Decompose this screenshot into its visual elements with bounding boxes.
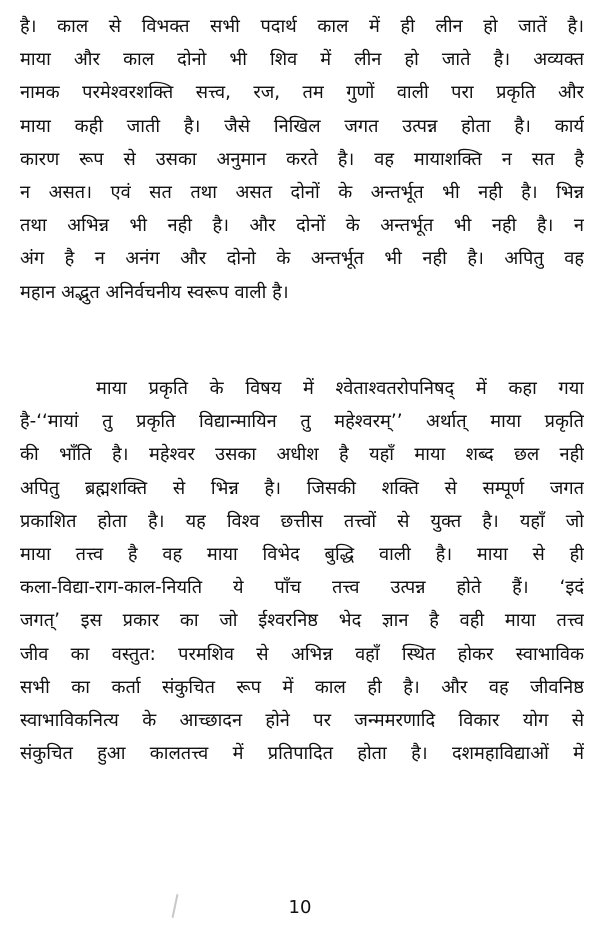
paragraph-2 — [20, 372, 584, 770]
text-line: महान अद्भुत अनिर्वचनीय स्वरूप वाली है। — [20, 281, 289, 303]
text-line: अंग है न अनंग और दोनो के अन्तर्भूत भी नही है। अपितु वह — [20, 248, 584, 270]
paragraph-1 — [20, 10, 584, 309]
text-line: माया प्रकृति के विषय में श्वेताश्वतरोपनिषद् में कहा गया — [96, 378, 584, 399]
text-line: कला-विद्या-राग-काल-नियति ये पाँच तत्त्व उत्पन्न होते हैं। ‘इदं — [20, 577, 584, 599]
text-line: है। काल से विभक्त सभी पदार्थ काल में ही लीन हो जातें है। — [20, 16, 584, 37]
text-line: तथा अभिन्न भी नही है। और दोनों के अन्तर्भूत भी नही है। न — [20, 215, 584, 237]
text-line: प्रकाशित होता है। यह विश्व छत्तीस तत्त्वों से युक्त है। यहाँ जो — [20, 510, 584, 532]
text-line: जीव का वस्तुत: परमशिव से अभिन्न वहाँ स्थित होकर स्वाभाविक — [20, 643, 584, 665]
text-line: माया और काल दोनो भी शिव में लीन हो जाते है। अव्यक्त — [20, 49, 584, 71]
text-line: कारण रूप से उसका अनुमान करते है। वह मायाशक्ति न सत है — [20, 148, 584, 170]
text-line: माया तत्त्व है वह माया विभेद बुद्धि वाली है। माया से ही — [20, 543, 584, 565]
text-line: सभी का कर्ता संकुचित रूप में काल ही है। और वह जीवनिष्ठ — [20, 676, 584, 698]
text-line: अपितु ब्रह्मशक्ति से भिन्न है। जिसकी शक्ति से सम्पूर्ण जगत — [20, 477, 584, 499]
text-line: संकुचित हुआ कालतत्त्व में प्रतिपादित होता है। दशमहाविद्याओं में — [20, 743, 584, 765]
text-line: नामक परमेश्वरशक्ति सत्त्व, रज, तम गुणों वाली परा प्रकृति और — [20, 82, 584, 104]
text-line: की भाँति है। महेश्वर उसका अधीश है यहाँ माया शब्द छल नही — [20, 444, 584, 466]
text-line: माया कही जाती है। जैसे निखिल जगत उत्पन्न होता है। कार्य — [20, 115, 584, 137]
text-line: जगत्’ इस प्रकार का जो ईश्वरनिष्ठ भेद ज्ञान है वही माया तत्त्व — [20, 610, 584, 632]
page-number: 10 — [288, 897, 312, 918]
text-line: स्वाभाविकनित्य के आच्छादन होने पर जन्ममरणादि विकार योग से — [20, 709, 584, 731]
text-line: न असत। एवं सत तथा असत दोनों के अन्तर्भूत भी नही है। भिन्न — [20, 181, 584, 203]
text-line: है-‘‘मायां तु प्रकृति विद्यान्मायिन तु महेश्वरम्’’ अर्थात् माया प्रकृति — [20, 411, 584, 433]
